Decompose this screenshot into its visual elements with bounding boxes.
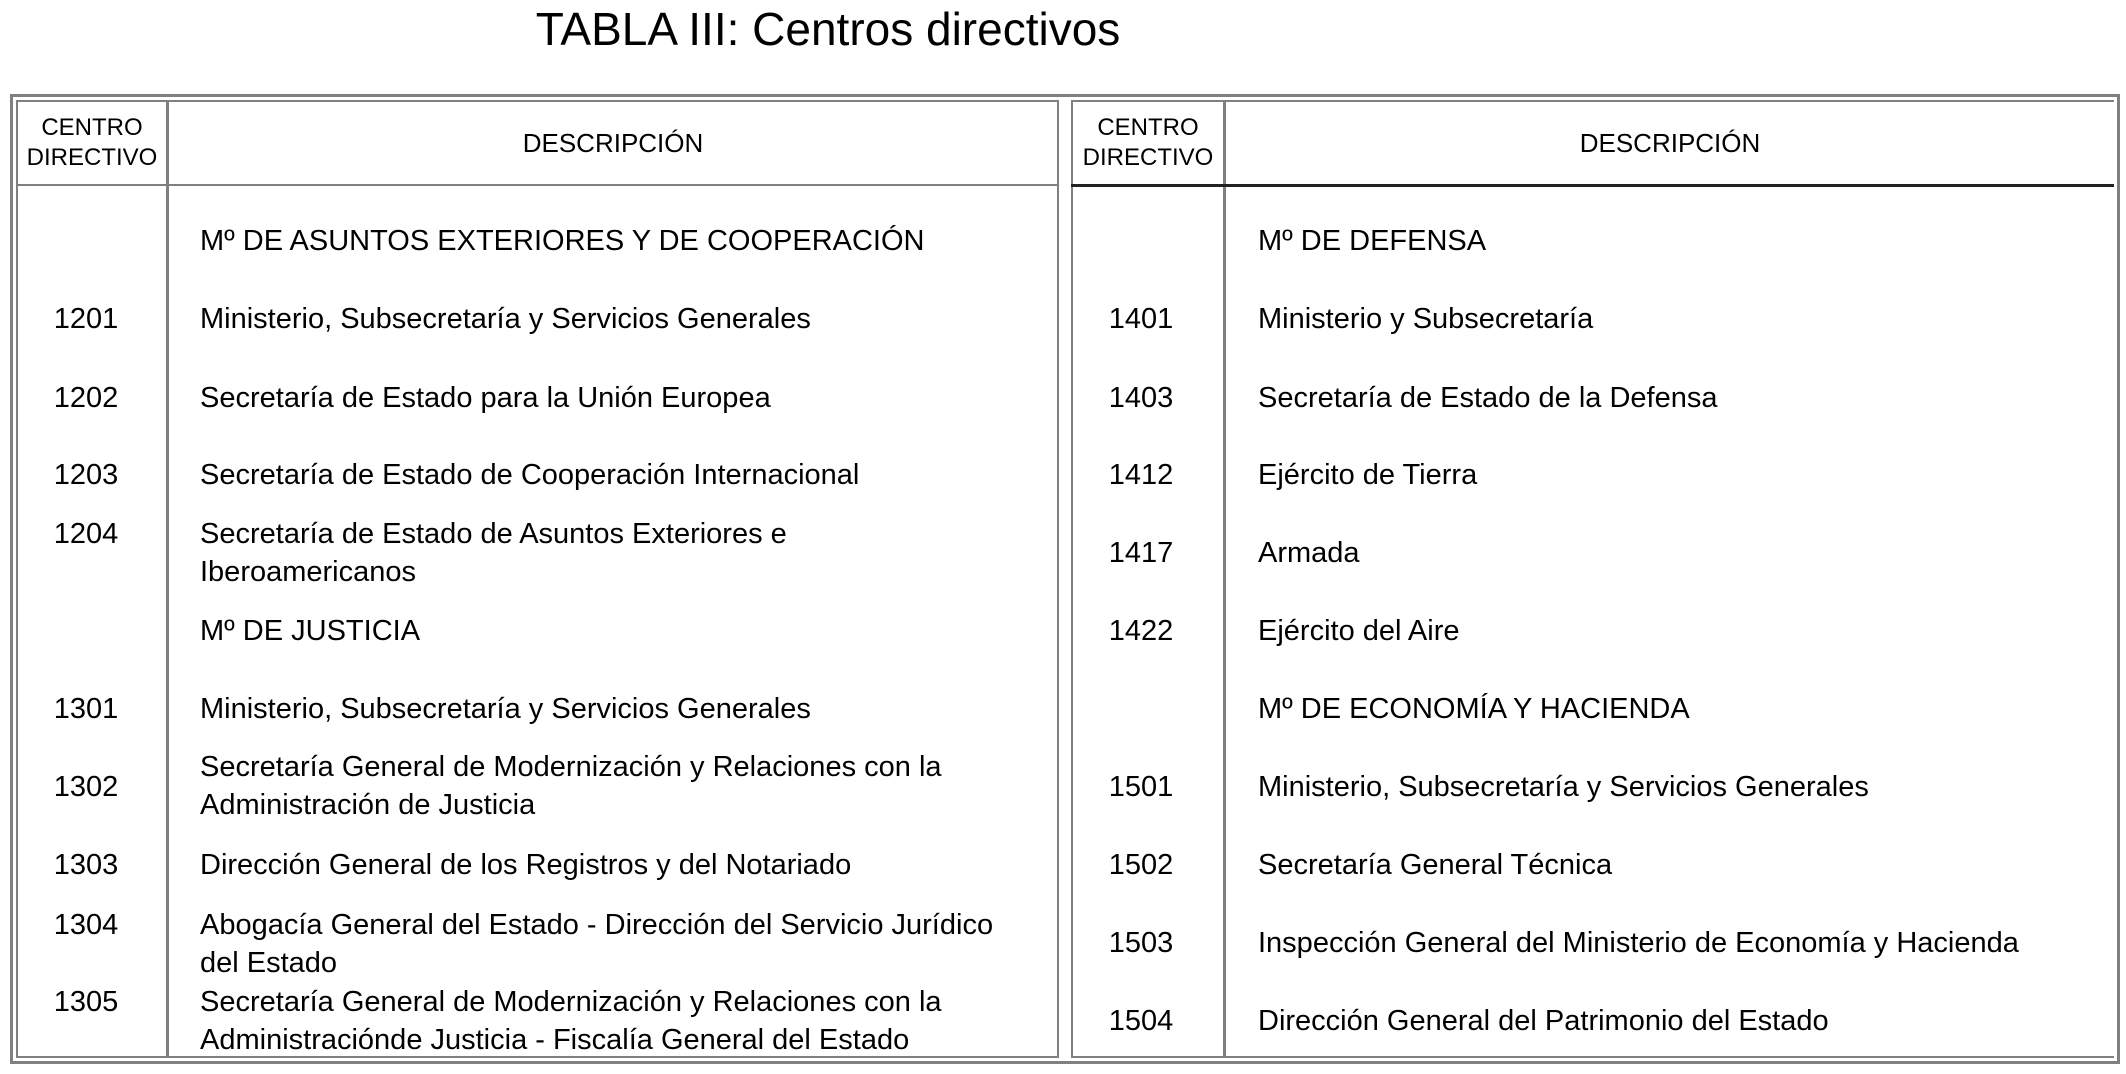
row-ministry-heading: Mº DE ASUNTOS EXTERIORES Y DE COOPERACIÓN — [200, 225, 925, 257]
row-description: Secretaría de Estado de Asuntos Exteriores e — [200, 518, 787, 550]
row-code: 1202 — [53, 382, 119, 414]
row-code: 1305 — [53, 986, 119, 1018]
row-description: Dirección General de los Registros y del Notariado — [200, 849, 852, 881]
row-description-cont: del Estado — [200, 947, 338, 979]
row-code: 1412 — [1108, 459, 1174, 491]
right-header-centro — [1073, 102, 1223, 184]
row-ministry-heading: Mº DE ECONOMÍA Y HACIENDA — [1258, 693, 1690, 725]
row-code: 1204 — [53, 518, 119, 550]
row-description: Ministerio y Subsecretaría — [1258, 303, 1594, 335]
right-header-descripcion: DESCRIPCIÓN — [1579, 128, 1761, 158]
row-code: 1503 — [1108, 927, 1174, 959]
row-code: 1422 — [1108, 615, 1174, 647]
row-code: 1303 — [53, 849, 119, 881]
row-code: 1504 — [1108, 1005, 1174, 1037]
row-description: Ministerio, Subsecretaría y Servicios Generales — [200, 303, 811, 335]
row-description: Secretaría de Estado de la Defensa — [1258, 382, 1718, 414]
table-right-panel — [1071, 100, 2114, 1058]
row-description: Ministerio, Subsecretaría y Servicios Generales — [200, 693, 811, 725]
row-description: Armada — [1258, 537, 1360, 569]
row-code: 1401 — [1108, 303, 1174, 335]
page-title: TABLA III: Centros directivos — [535, 3, 1121, 55]
right-column-divider — [1223, 100, 1226, 1058]
left-header-separator — [16, 184, 1059, 186]
row-code: 1403 — [1108, 382, 1174, 414]
row-description: Secretaría de Estado para la Unión Europea — [200, 382, 771, 414]
row-ministry-heading: Mº DE JUSTICIA — [200, 615, 421, 647]
header-centro-line1: CENTRO — [41, 114, 143, 141]
header-centro-line1: CENTRO — [1097, 114, 1199, 141]
row-code: 1417 — [1108, 537, 1174, 569]
row-description-cont: Administración de Justicia — [200, 789, 536, 821]
row-description-cont: Iberoamericanos — [200, 556, 416, 588]
row-code: 1502 — [1108, 849, 1174, 881]
row-description: Inspección General del Ministerio de Economía y Hacienda — [1258, 927, 2019, 959]
left-header-centro — [18, 102, 166, 184]
row-code: 1302 — [53, 771, 119, 803]
row-description: Secretaría General de Modernización y Relaciones con la — [200, 751, 942, 783]
left-header-descripcion: DESCRIPCIÓN — [522, 128, 704, 158]
left-column-divider — [166, 100, 169, 1058]
row-description: Ejército del Aire — [1258, 615, 1460, 647]
row-description: Dirección General del Patrimonio del Estado — [1258, 1005, 1829, 1037]
right-header-separator — [1071, 184, 2114, 187]
row-description: Secretaría General de Modernización y Relaciones con la — [200, 986, 942, 1018]
header-centro-line2: DIRECTIVO — [26, 144, 158, 171]
row-description: Ministerio, Subsecretaría y Servicios Generales — [1258, 771, 1869, 803]
row-ministry-heading: Mº DE DEFENSA — [1258, 225, 1487, 257]
row-description: Secretaría General Técnica — [1258, 849, 1613, 881]
row-description: Abogacía General del Estado - Dirección del Servicio Jurídico — [200, 909, 994, 941]
row-description: Ejército de Tierra — [1258, 459, 1478, 491]
row-description-cont: Administracióndе Justicia - Fiscalía General del Estado — [200, 1024, 910, 1056]
row-code: 1301 — [53, 693, 119, 725]
row-description: Secretaría de Estado de Cooperación Internacional — [200, 459, 860, 491]
row-code: 1304 — [53, 909, 119, 941]
header-centro-line2: DIRECTIVO — [1082, 144, 1214, 171]
row-code: 1501 — [1108, 771, 1174, 803]
row-code: 1203 — [53, 459, 119, 491]
row-code: 1201 — [53, 303, 119, 335]
